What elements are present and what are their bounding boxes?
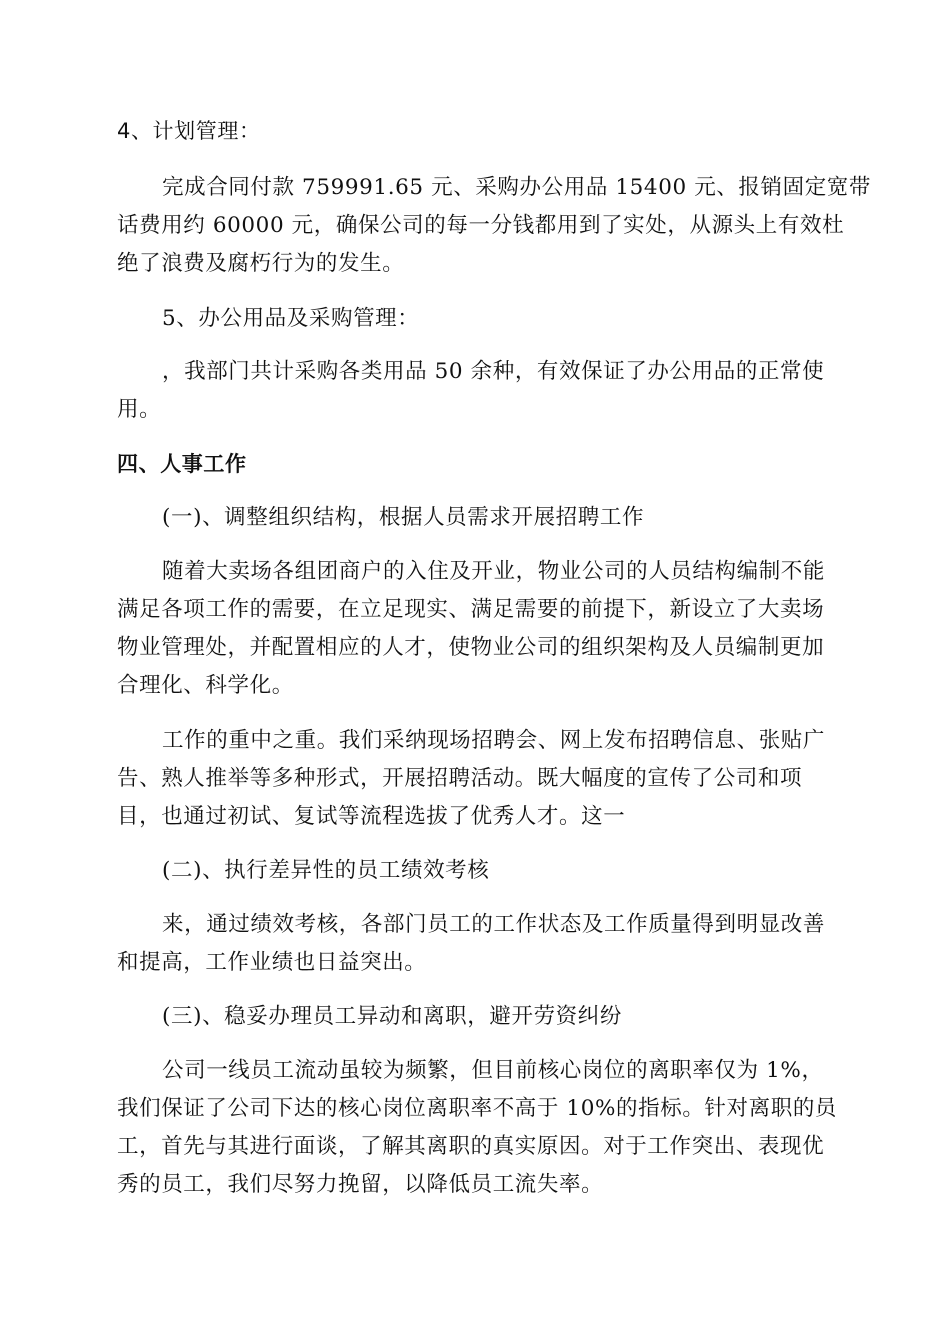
- sub-3-para-line-3: 工，首先与其进行面谈，了解其离职的真实原因。对于工作突出、表现优: [117, 1134, 825, 1159]
- sub-1-para-1-line-4: 合理化、科学化。: [117, 673, 294, 698]
- sub-3-para-line-1: 公司一线员工流动虽较为频繁，但目前核心岗位的离职率仅为 1%，: [162, 1058, 824, 1083]
- section-4-line-3: 绝了浪费及腐朽行为的发生。: [117, 251, 405, 276]
- sub-1-para-1-line-1: 随着大卖场各组团商户的入住及开业，物业公司的人员结构编制不能: [162, 559, 826, 584]
- sub-3-title: (三)、稳妥办理员工异动和离职，避开劳资纠纷: [162, 1004, 622, 1029]
- sub-1-title: (一)、调整组织结构，根据人员需求开展招聘工作: [162, 505, 645, 530]
- sub-3-para-line-2: 我们保证了公司下达的核心岗位离职率不高于 10%的指标。针对离职的员: [117, 1096, 838, 1121]
- sub-1-para-2-line-3: 目，也通过初试、复试等流程选拔了优秀人才。这一: [117, 804, 626, 829]
- sub-1-para-2-line-1: 工作的重中之重。我们采纳现场招聘会、网上发布招聘信息、张贴广: [162, 728, 826, 753]
- section-4-line-1: 完成合同付款 759991.65 元、采购办公用品 15400 元、报销固定宽带: [162, 175, 871, 200]
- part-4-heading: 四、人事工作: [117, 452, 247, 476]
- section-4-title: 4、计划管理：: [117, 119, 261, 143]
- section-5-line-1: ，我部门共计采购各类用品 50 余种，有效保证了办公用品的正常使: [162, 359, 825, 384]
- sub-1-para-2-line-2: 告、熟人推举等多种形式，开展招聘活动。既大幅度的宣传了公司和项: [117, 766, 803, 791]
- sub-1-para-1-line-3: 物业管理处，并配置相应的人才，使物业公司的组织架构及人员编制更加: [117, 635, 825, 660]
- sub-1-para-1-line-2: 满足各项工作的需要，在立足现实、满足需要的前提下，新设立了大卖场: [117, 597, 825, 622]
- section-4-line-2: 话费用约 60000 元，确保公司的每一分钱都用到了实处，从源头上有效杜: [117, 213, 845, 238]
- sub-2-para-line-2: 和提高，工作业绩也日益突出。: [117, 950, 427, 975]
- sub-2-title: (二)、执行差异性的员工绩效考核: [162, 858, 490, 883]
- sub-3-para-line-4: 秀的员工，我们尽努力挽留，以降低员工流失率。: [117, 1172, 604, 1197]
- section-5-line-2: 用。: [117, 397, 162, 422]
- sub-2-para-line-1: 来，通过绩效考核，各部门员工的工作状态及工作质量得到明显改善: [162, 912, 826, 937]
- section-5-title: 5、办公用品及采购管理：: [162, 306, 420, 331]
